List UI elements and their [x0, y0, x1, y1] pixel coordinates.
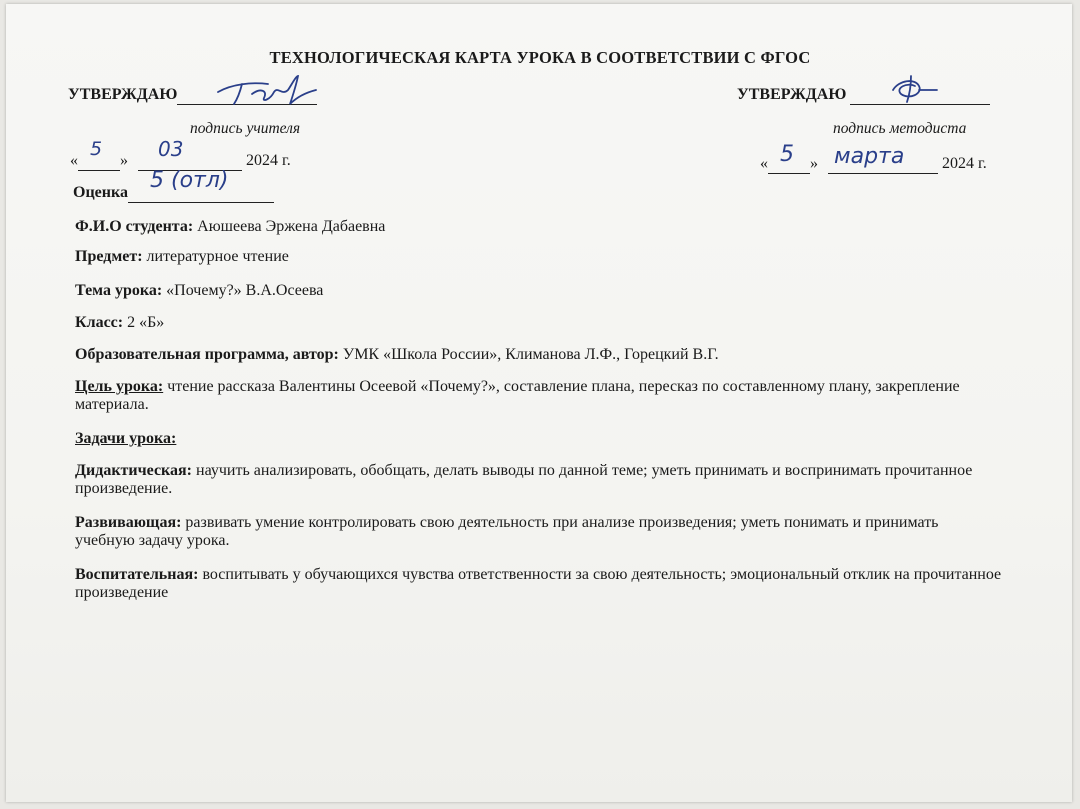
program-value: УМК «Школа России», Климанова Л.Ф., Горецкий В.Г.	[342, 346, 719, 363]
date-right-month: марта	[834, 144, 905, 169]
developing-row	[75, 514, 985, 550]
document-title: ТЕХНОЛОГИЧЕСКАЯ КАРТА УРОКА В СООТВЕТСТВИИ С ФГОС	[269, 48, 811, 67]
date-right-open-quote: «	[760, 155, 768, 172]
approve-left-label: УТВЕРЖДАЮ	[68, 86, 178, 103]
date-left-open-quote: «	[70, 152, 78, 169]
topic-row	[75, 282, 1015, 300]
subject-label: Предмет:	[75, 248, 143, 265]
goal-row	[75, 378, 995, 414]
didactic-label: Дидактическая:	[75, 462, 192, 479]
class-row	[75, 314, 1015, 332]
date-right-close-quote: »	[810, 155, 818, 172]
methodist-signature-caption: подпись методиста	[833, 120, 967, 137]
date-left-month: 03	[158, 137, 184, 161]
class-value: 2 «Б»	[127, 314, 165, 331]
student-label: Ф.И.О студента:	[75, 218, 194, 235]
date-left-day: 5	[90, 138, 103, 160]
developing-value: развивать умение контролировать свою деятельность при анализе произведения; уметь понимать и принимать учебную задачу урока.	[75, 514, 939, 549]
program-row	[75, 346, 1015, 364]
developing-label: Развивающая:	[75, 514, 182, 531]
grade-value: 5 (отл)	[150, 168, 229, 193]
educational-value: воспитывать у обучающихся чувства ответственности за свою деятельность; эмоциональный отклик на прочитанное произведение	[75, 566, 1002, 601]
program-label: Образовательная программа, автор:	[75, 346, 339, 363]
student-row	[75, 218, 1015, 236]
teacher-signature-caption: подпись учителя	[190, 120, 301, 137]
class-label: Класс:	[75, 314, 124, 331]
student-value: Аюшеева Эржена Дабаевна	[197, 218, 386, 235]
date-right-year: 2024 г.	[942, 155, 987, 172]
teacher-signature	[212, 72, 322, 108]
didactic-row	[75, 462, 1005, 498]
educational-row	[75, 566, 1025, 602]
subject-row	[75, 248, 1015, 266]
grade-label: Оценка	[73, 184, 128, 201]
methodist-signature	[885, 72, 955, 106]
educational-label: Воспитательная:	[75, 566, 199, 583]
topic-label: Тема урока:	[75, 282, 163, 299]
didactic-value: научить анализировать, обобщать, делать выводы по данной теме; уметь принимать и воспринимать прочитанное произведение.	[75, 462, 973, 497]
date-left-close-quote: »	[120, 152, 128, 169]
tasks-heading: Задачи урока:	[75, 430, 177, 447]
approve-right-label: УТВЕРЖДАЮ	[737, 86, 847, 103]
date-left-year: 2024 г.	[246, 152, 291, 169]
goal-label: Цель урока:	[75, 378, 164, 395]
date-right-day: 5	[780, 142, 794, 167]
topic-value: «Почему?» В.А.Осеева	[166, 282, 324, 299]
goal-value: чтение рассказа Валентины Осеевой «Почему?», составление плана, пересказ по составленному плану, закрепление материала.	[75, 378, 960, 413]
subject-value: литературное чтение	[146, 248, 289, 265]
